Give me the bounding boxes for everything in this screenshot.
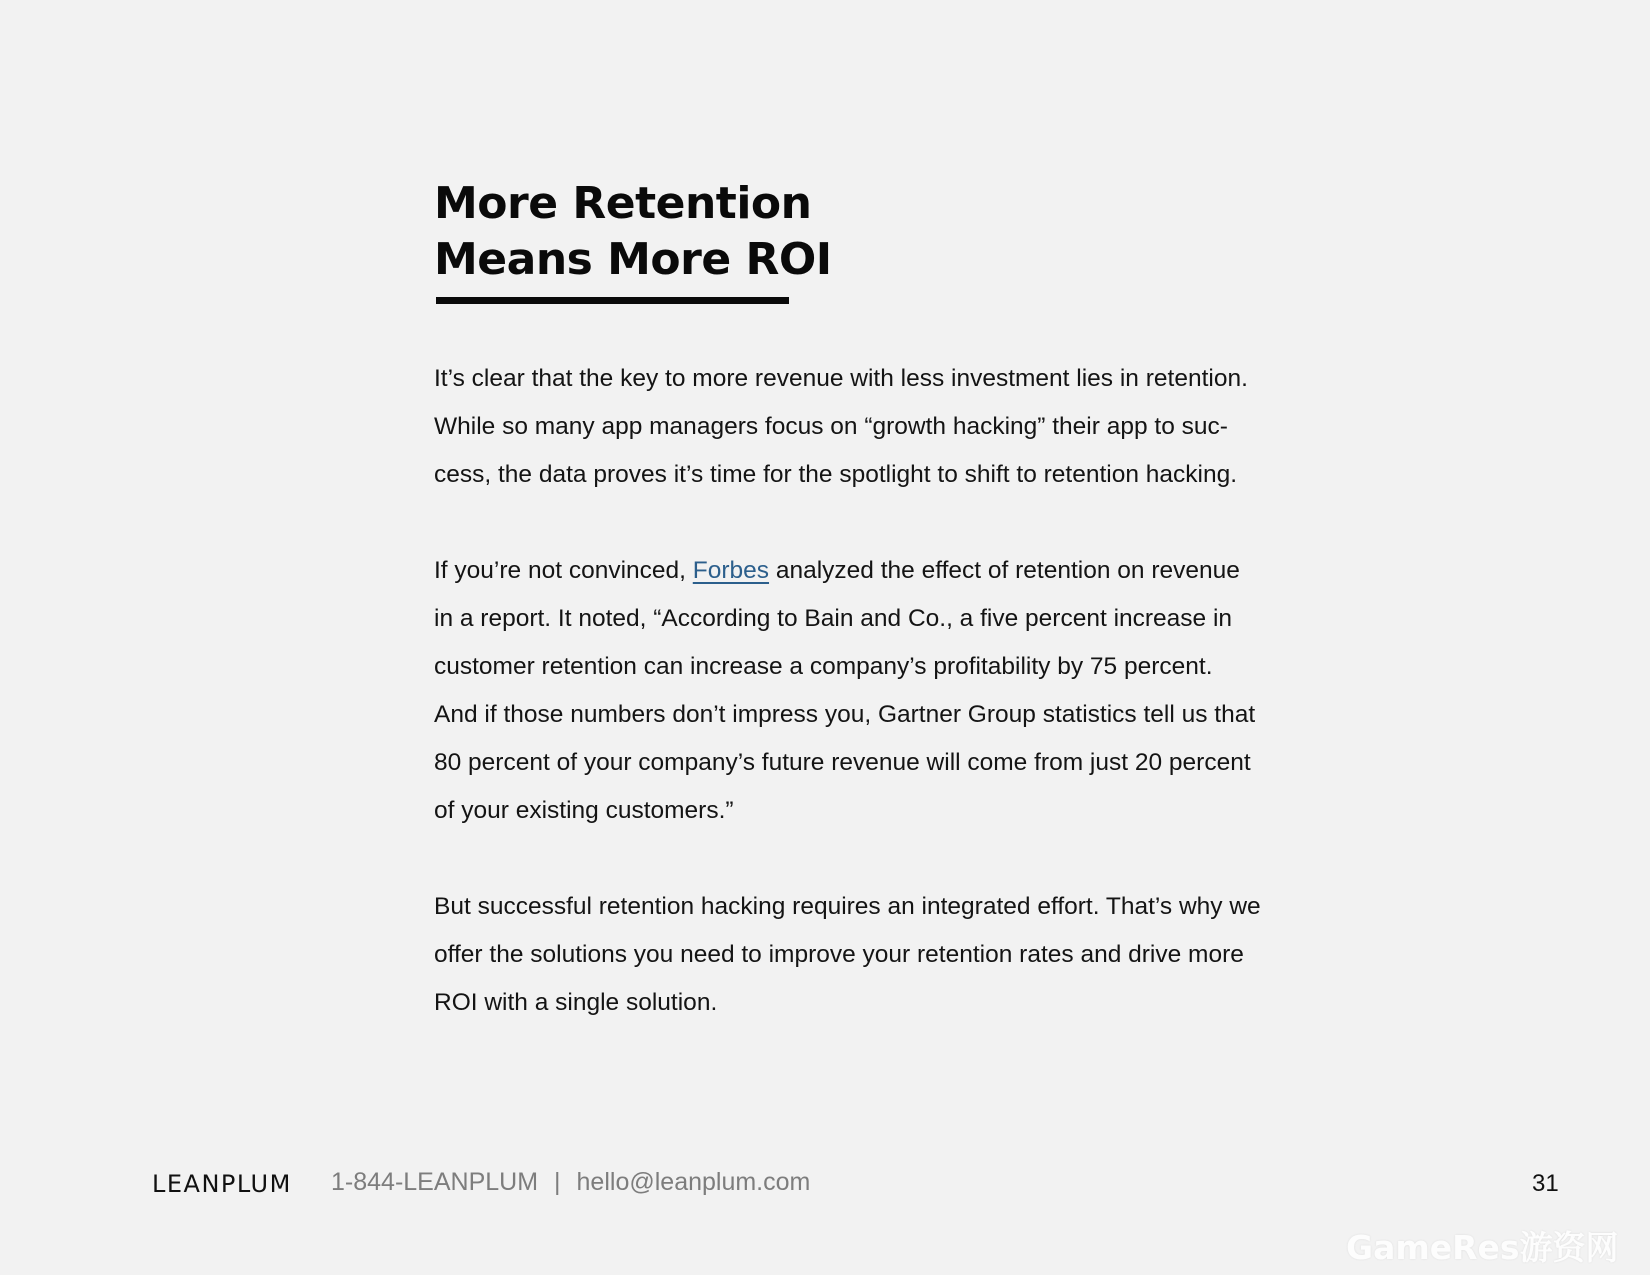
paragraph-line: offer the solutions you need to improve your retention rates and drive more bbox=[434, 941, 1244, 968]
gameres-watermark: GameRes游资网 bbox=[1346, 1228, 1619, 1267]
paragraph-3 bbox=[434, 883, 1304, 1027]
paragraph-line: in a report. It noted, “According to Bain and Co., a five percent increase in bbox=[434, 605, 1233, 632]
forbes-link[interactable]: Forbes bbox=[692, 557, 770, 584]
footer-contact bbox=[331, 1168, 810, 1197]
title-line-1: More Retention bbox=[434, 178, 812, 229]
paragraph-line: ROI with a single solution. bbox=[434, 989, 718, 1016]
paragraph-line: of your existing customers.” bbox=[434, 797, 734, 824]
phone-number[interactable]: 1-844-LEANPLUM bbox=[331, 1168, 539, 1196]
email-address[interactable]: hello@leanplum.com bbox=[576, 1168, 811, 1196]
paragraph-2 bbox=[434, 547, 1304, 835]
paragraph-1 bbox=[434, 355, 1304, 499]
paragraph-line: customer retention can increase a company’s profitability by 75 percent. bbox=[434, 653, 1213, 680]
leanplum-logo: LEANPLUM bbox=[152, 1170, 292, 1198]
paragraph-line bbox=[434, 547, 1304, 595]
paragraph-text: If you’re not convinced, bbox=[434, 557, 693, 584]
page-number: 31 bbox=[1532, 1170, 1559, 1197]
title-underline-rule bbox=[436, 297, 789, 304]
paragraph-line: While so many app managers focus on “growth hacking” their app to suc- bbox=[434, 413, 1228, 440]
title-line-2: Means More ROI bbox=[434, 234, 832, 285]
page-footer bbox=[0, 1160, 1650, 1210]
page-title bbox=[434, 176, 832, 288]
paragraph-line: 80 percent of your company’s future revenue will come from just 20 percent bbox=[434, 749, 1251, 776]
paragraph-line: cess, the data proves it’s time for the spotlight to shift to retention hacking. bbox=[434, 461, 1238, 488]
paragraph-line: But successful retention hacking requires an integrated effort. That’s why we bbox=[434, 893, 1261, 920]
paragraph-line: And if those numbers don’t impress you, Gartner Group statistics tell us that bbox=[434, 701, 1256, 728]
article-body bbox=[434, 355, 1304, 1075]
footer-separator: | bbox=[554, 1168, 561, 1196]
paragraph-line: It’s clear that the key to more revenue with less investment lies in retention. bbox=[434, 365, 1248, 392]
paragraph-text: analyzed the effect of retention on revenue bbox=[769, 557, 1240, 584]
